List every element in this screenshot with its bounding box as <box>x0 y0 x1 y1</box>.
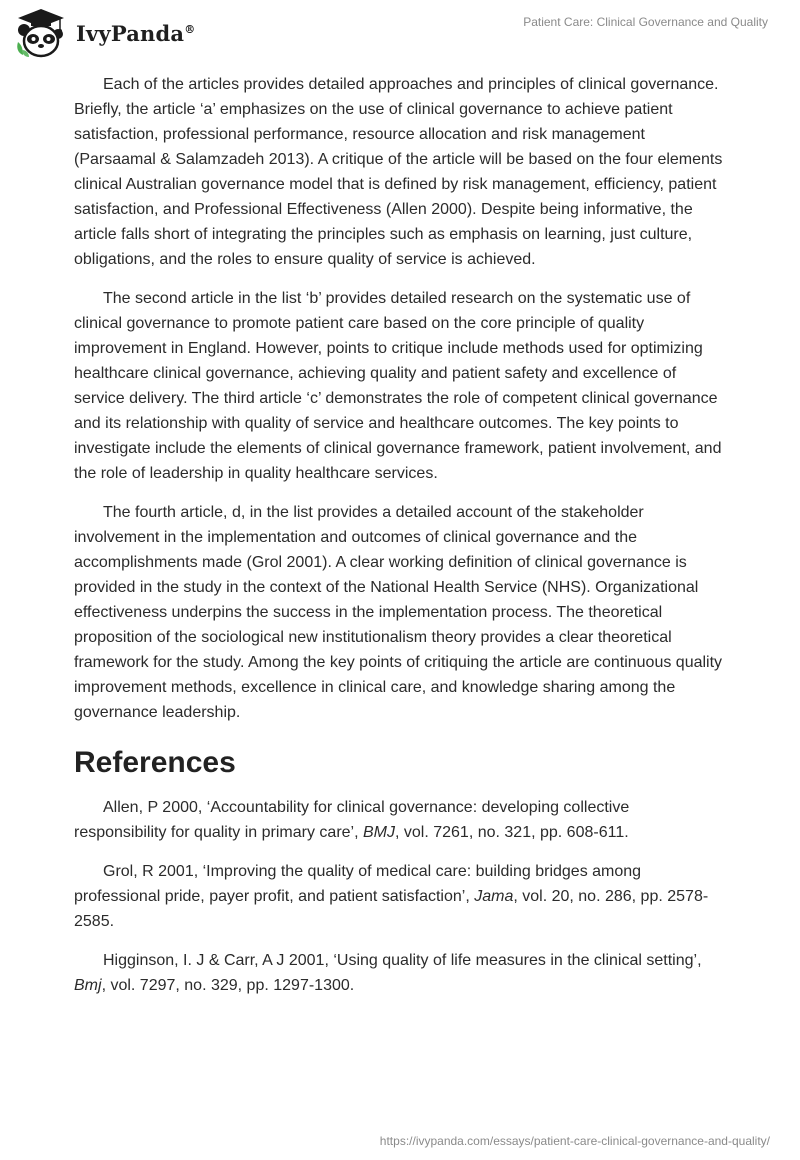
journal-name: BMJ <box>363 824 395 841</box>
panda-graduate-icon <box>14 6 68 60</box>
references-heading: References <box>74 746 236 779</box>
reference-entry: Grol, R 2001, ‘Improving the quality of medical care: building bridges among professional pride, payer profit, and patient satisfaction’, Jama, vol. 20, no. 286, pp. 2578-2585. <box>74 863 709 930</box>
journal-name: Bmj <box>74 977 102 994</box>
journal-name: Jama <box>474 888 514 905</box>
body-paragraph: Each of the articles provides detailed approaches and principles of clinical governance. Briefly, the article ‘a’ emphasizes on the use of clinical governance to achieve patient satisfaction, professional performance, resource allocation and risk management (Parsaamal & Salamzadeh 2013). A critique of the article will be based on the four elements clinical Australian governance model that is defined by risk management, efficiency, patient satisfaction, and Professional Effectiveness (Allen 2000). Despite being informative, the article falls short of integrating the principles such as emphasis on learning, just culture, obligations, and the roles to ensure quality of service is achieved. <box>74 76 723 268</box>
reference-entry: Higginson, I. J & Carr, A J 2001, ‘Using quality of life measures in the clinical setting’, Bmj, vol. 7297, no. 329, pp. 1297-1300. <box>74 952 702 994</box>
body-paragraph: The fourth article, d, in the list provides a detailed account of the stakeholder involvement in the implementation and outcomes of clinical governance and the accomplishments made (Grol 2001). A clear working definition of clinical governance is provided in the study in the context of the National Health Service (NHS). Organizational effectiveness underpins the success in the implementation process. The theoretical proposition of the sociological new institutionalism theory provides a clear theoretical framework for the study. Among the key points of critiquing the article are continuous quality improvement methods, excellence in clinical care, and knowledge sharing among the governance leadership. <box>74 504 723 721</box>
page-header <box>0 0 800 70</box>
reference-entry: Allen, P 2000, ‘Accountability for clinical governance: developing collective responsibility for quality in primary care’, BMJ, vol. 7261, no. 321, pp. 608-611. <box>74 799 630 841</box>
logo-text: IvyPanda® <box>76 20 196 46</box>
body-paragraph: The second article in the list ‘b’ provides detailed research on the systematic use of clinical governance to promote patient care based on the core principle of quality improvement in England. However, points to critique include methods used for optimizing healthcare clinical governance, achieving quality and patient safety and excellence of service delivery. The third article ‘c’ demonstrates the role of competent clinical governance and its relationship with quality of service and healthcare outcomes. The key points to investigate include the elements of clinical governance framework, patient involvement, and the role of leadership in quality healthcare services. <box>74 290 722 482</box>
ivypanda-logo[interactable] <box>14 6 195 60</box>
essay-body <box>74 72 724 1012</box>
source-url-link[interactable]: https://ivypanda.com/essays/patient-care-clinical-governance-and-quality/ <box>379 1134 770 1148</box>
document-title: Patient Care: Clinical Governance and Quality <box>523 15 768 29</box>
